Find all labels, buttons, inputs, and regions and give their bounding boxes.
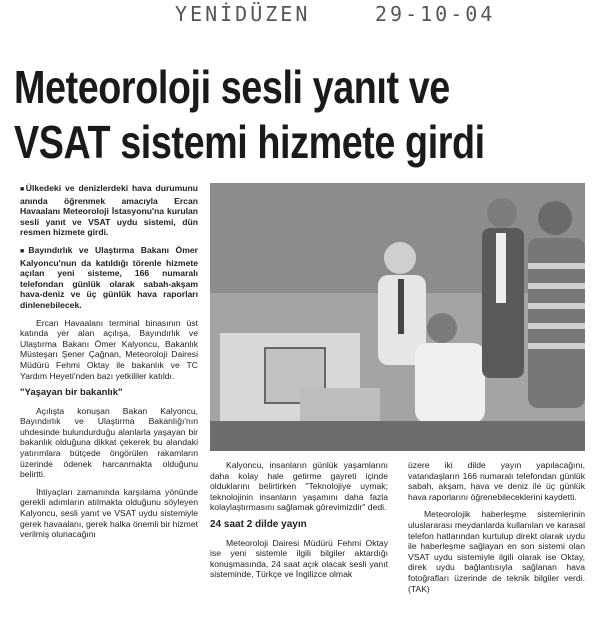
body-paragraph: Meteoroloji Dairesi Müdürü Fehmi Oktay ise yeni sistemle ilgili bilgiler aktardığı konuşmasında, 24 saat açık olacak sesli yanıt sisteminde, Türkçe ve İngilizce olmak: [210, 537, 388, 580]
headline-line-1: Meteoroloji sesli yanıt ve: [14, 61, 450, 113]
headline-line-2: VSAT sistemi hizmete girdi: [14, 116, 485, 168]
article-column-3: [408, 460, 585, 601]
body-paragraph: Ercan Havaalanı terminal binasının üst katında yer alan açılışa, Bayındırlık ve Ulaştırma Bakanı Ömer Kalyoncu, Bakanlık Müsteşarı Şener Çağnan, Meteoroloji Dairesi Müdürü Fehmi Oktay ile bakanlık ve TC Yardım Heyeti'nden bazı yetkililer katıldı.: [20, 317, 198, 381]
body-paragraph: Meteorolojik haberleşme sistemlerinin uluslararası meydanlarda kullanılan ve karasal telefon hatlarından kurtulup direkt olarak uydu ile haberleşme sağlayan en son sistemi olan VSAT uydu sistemiyle ilgili olarak ise Oktay, direk uydu bağlantısıyla sağlanan hava fotoğrafları üzerinde de teknik bilgiler verdi. (TAK): [408, 509, 585, 594]
news-photo: [210, 183, 585, 451]
lead-paragraph-1: ■ Ülkedeki ve denizlerdeki hava durumunu anında öğrenmek amacıyla Ercan Havaalanı Meteoroloji İstasyonu'na kurulan sesli yanıt ve VSAT uydu sistemi, dün resmen hizmete girdi.: [20, 183, 198, 238]
article-column-1: [20, 183, 198, 547]
body-paragraph: Kalyoncu, insanların günlük yaşamlarını daha kolay hale getirme gayreti içinde olduklarını belirtirken "Teknolojiye uymak; teknolojinin insanların yaşamını daha fazla kolaylaştırmasını sağlamak görevimizdir" dedi.: [210, 460, 388, 513]
body-paragraph: İhtiyaçları zamanında karşılama yönünde gerekli adımların atılmakta olduğunu söyleyen Kalyoncu, sesli yanıt ve VSAT uydu sistemiyle gerek havaalanı, gerek halka önemli bir hizmet verilmiş olunacağını: [20, 486, 198, 540]
handwritten-date: 29-10-04: [375, 2, 496, 26]
body-paragraph: üzere iki dilde yayın yapılacağını, vatandaşların 166 numaralı telefondan günlük sabah, akşam, hava ve deniz ile üç günlük hava raporlarını öğrenebileceklerini kaydetti.: [408, 460, 585, 502]
handwritten-newspaper-name: YENİDÜZEN: [175, 2, 311, 26]
lead-paragraph-2: ■ Bayındırlık ve Ulaştırma Bakanı Ömer Kalyoncu'nun da katıldığı törenle hizmete açılan yeni sisteme, 166 numaralı telefondan günlük olarak sabah-akşam hava-deniz ve üç günlük hava raporları dinlenebilecek.: [20, 245, 198, 311]
subheading: "Yaşayan bir bakanlık": [20, 387, 123, 399]
subheading: 24 saat 2 dilde yayın: [210, 518, 307, 530]
article-column-2: [210, 460, 388, 587]
body-paragraph: Açılışta konuşan Bakan Kalyoncu, Bayındırlık ve Ulaştırma Bakanlığı'nın uhdesinde bulundurduğu alanlarla yaşayan bir bakanlık olduğuna dikkat çekerek bu alandaki yatırımlara bütçede öngörülen rakamların üzerinde ödenek harcanmakta olduğunu belirtti.: [20, 405, 198, 480]
news-photo-illustration: [210, 183, 585, 451]
